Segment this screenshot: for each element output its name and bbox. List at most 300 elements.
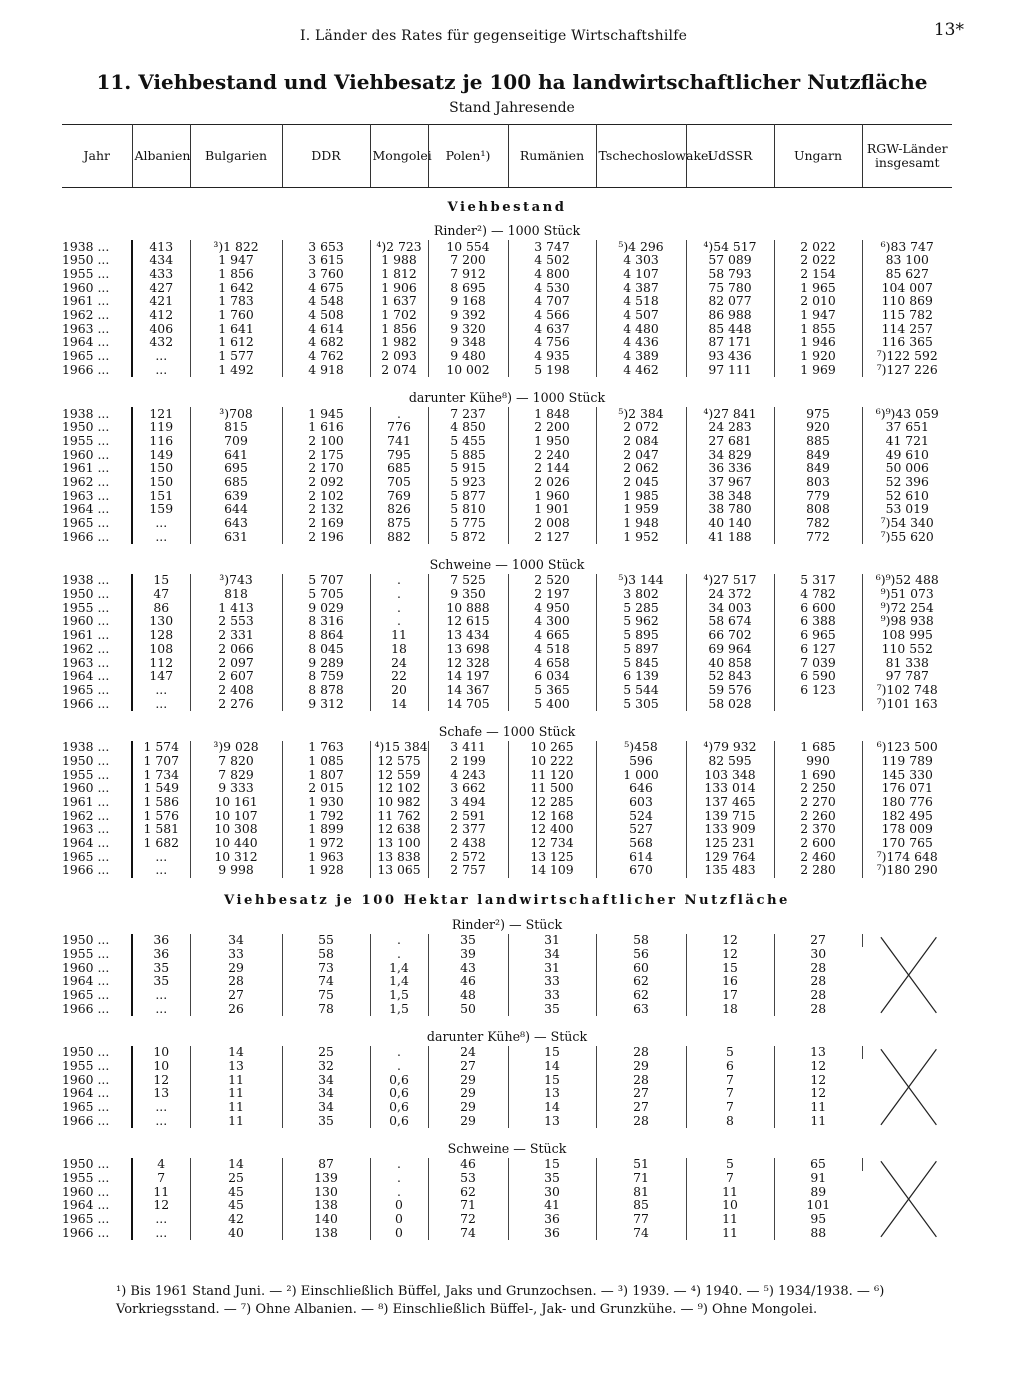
value-cell: 25 xyxy=(282,1046,370,1060)
value-cell: 138 xyxy=(282,1199,370,1213)
value-cell: 2 408 xyxy=(190,683,282,697)
value-cell: 776 xyxy=(370,421,428,435)
value-cell: ... xyxy=(132,516,190,530)
value-cell: 129 764 xyxy=(686,850,774,864)
value-cell: 2 062 xyxy=(596,462,686,476)
value-cell: 769 xyxy=(370,489,428,503)
value-cell: ⁶)⁹)43 059 xyxy=(875,405,939,421)
value-cell: 58 xyxy=(596,934,686,948)
value-cell: 34 829 xyxy=(686,448,774,462)
value-cell: 86 xyxy=(132,601,190,615)
value-cell: 1 616 xyxy=(282,421,370,435)
value-cell: 646 xyxy=(596,782,686,796)
value-cell: 18 xyxy=(370,642,428,656)
value-cell: 639 xyxy=(190,489,282,503)
value-cell: 6 034 xyxy=(508,670,596,684)
value-cell: 6 xyxy=(686,1059,774,1073)
value-cell: 72 xyxy=(428,1213,508,1227)
value-cell: 81 338 xyxy=(885,654,929,670)
value-cell: 48 xyxy=(428,988,508,1002)
value-cell: ⁴)54 517 xyxy=(686,240,774,254)
value-cell: 2 460 xyxy=(774,850,862,864)
column-header-tschechoslowakei: Tschechoslowakei xyxy=(596,125,686,188)
value-cell: 9 998 xyxy=(190,864,282,878)
value-cell: 5 962 xyxy=(596,615,686,629)
value-cell: 2 047 xyxy=(596,448,686,462)
value-cell: 176 071 xyxy=(881,780,933,796)
value-cell: 1 928 xyxy=(282,864,370,878)
value-cell: ⁷)122 592 xyxy=(876,348,938,364)
value-cell: 115 782 xyxy=(881,307,933,323)
livestock-table xyxy=(62,124,952,1240)
value-cell: 4 507 xyxy=(596,308,686,322)
value-cell: 60 xyxy=(596,961,686,975)
value-cell: 12 559 xyxy=(370,768,428,782)
value-cell: 1 492 xyxy=(190,363,282,377)
value-cell: 5 317 xyxy=(774,574,862,588)
value-cell: 86 988 xyxy=(686,308,774,322)
value-cell: 4 518 xyxy=(596,295,686,309)
value-cell: 1 702 xyxy=(370,308,428,322)
value-cell: 40 858 xyxy=(686,656,774,670)
value-cell: 10 222 xyxy=(508,754,596,768)
value-cell: 2 438 xyxy=(428,836,508,850)
value-cell: 24 372 xyxy=(686,587,774,601)
year-cell: 1963 ... xyxy=(62,656,132,670)
value-cell: 2 175 xyxy=(282,448,370,462)
year-cell: 1950 ... xyxy=(62,754,132,768)
value-cell: 795 xyxy=(370,448,428,462)
value-cell: 5 872 xyxy=(428,530,508,544)
column-header-albanien: Albanien xyxy=(132,125,190,188)
value-cell: 1 783 xyxy=(190,295,282,309)
value-cell: 1 906 xyxy=(370,281,428,295)
value-cell: 46 xyxy=(428,1158,508,1172)
value-cell: ³)1 822 xyxy=(190,240,282,254)
footnotes: ¹) Bis 1961 Stand Juni. — ²) Einschließlich Büffel, Jaks und Grunzochsen. — ³) 1939. — ⁴) 1940. — ⁵) 1934/1938. — ⁶) Vorkriegsstand. — ⁷) Ohne Albanien. — ⁸) Einschließlich Büffel-, Jak- und Grunzkühe. — ⁹) Ohne Mongolei. xyxy=(116,1284,885,1317)
column-header-ddr: DDR xyxy=(282,125,370,188)
value-cell: . xyxy=(370,574,428,588)
value-cell: 2 607 xyxy=(190,670,282,684)
value-cell: 29 xyxy=(428,1100,508,1114)
value-cell: 14 xyxy=(508,1100,596,1114)
value-cell: 62 xyxy=(428,1185,508,1199)
value-cell: 1 734 xyxy=(132,768,190,782)
value-cell: 112 xyxy=(132,656,190,670)
value-cell: 5 285 xyxy=(596,601,686,615)
value-cell: 1 856 xyxy=(370,322,428,336)
column-header-jahr: Jahr xyxy=(62,125,132,188)
value-cell: 885 xyxy=(774,434,862,448)
value-cell: 741 xyxy=(370,434,428,448)
value-cell: 4 518 xyxy=(508,642,596,656)
value-cell: 97 111 xyxy=(686,363,774,377)
value-cell: 685 xyxy=(190,475,282,489)
value-cell: 12 xyxy=(810,1057,827,1073)
value-cell: 116 xyxy=(132,434,190,448)
year-cell: 1964 ... xyxy=(62,336,132,350)
value-cell: 34 xyxy=(190,934,282,948)
value-cell: 1 950 xyxy=(508,434,596,448)
value-cell: 58 028 xyxy=(686,697,774,711)
value-cell: 9 029 xyxy=(282,601,370,615)
value-cell: 74 xyxy=(282,975,370,989)
value-cell: 43 xyxy=(428,961,508,975)
value-cell: 24 xyxy=(428,1046,508,1060)
column-header-polen: Polen¹) xyxy=(428,125,508,188)
value-cell: 35 xyxy=(508,1171,596,1185)
value-cell: 13 100 xyxy=(370,836,428,850)
value-cell: 6 388 xyxy=(774,615,862,629)
value-cell: 10 xyxy=(132,1059,190,1073)
value-cell: 28 xyxy=(810,986,827,1002)
value-cell: 2 008 xyxy=(508,516,596,530)
value-cell: 34 xyxy=(282,1087,370,1101)
value-cell: . xyxy=(370,947,428,961)
value-cell: 596 xyxy=(596,754,686,768)
table-row xyxy=(62,530,952,544)
value-cell: 33 xyxy=(508,988,596,1002)
year-cell: 1950 ... xyxy=(62,1046,132,1060)
value-cell: 77 xyxy=(596,1213,686,1227)
value-cell: 35 xyxy=(508,1002,596,1016)
value-cell: 2 370 xyxy=(774,823,862,837)
value-cell: 6 127 xyxy=(774,642,862,656)
value-cell: 1 807 xyxy=(282,768,370,782)
value-cell: 4 508 xyxy=(282,308,370,322)
value-cell: 7 200 xyxy=(428,254,508,268)
value-cell: 85 627 xyxy=(885,266,929,282)
not-applicable-cross xyxy=(862,1046,952,1128)
value-cell: 4 530 xyxy=(508,281,596,295)
value-cell: 1,4 xyxy=(370,975,428,989)
value-cell: 9 392 xyxy=(428,308,508,322)
value-cell: 2 200 xyxy=(508,421,596,435)
value-cell: ⁶)83 747 xyxy=(880,238,934,254)
value-cell: 1 641 xyxy=(190,322,282,336)
value-cell: 2 199 xyxy=(428,754,508,768)
value-cell: 37 967 xyxy=(686,475,774,489)
value-cell: 119 xyxy=(132,421,190,435)
value-cell: 1 586 xyxy=(132,795,190,809)
value-cell: 4 762 xyxy=(282,350,370,364)
value-cell: 2 331 xyxy=(190,629,282,643)
value-cell: ... xyxy=(132,988,190,1002)
value-cell: 2 240 xyxy=(508,448,596,462)
table-row xyxy=(62,795,952,809)
value-cell: 1 947 xyxy=(774,308,862,322)
value-cell: ⁴)27 517 xyxy=(686,574,774,588)
value-cell: 13 xyxy=(132,1087,190,1101)
value-cell: 180 776 xyxy=(881,794,933,810)
value-cell: 66 702 xyxy=(686,629,774,643)
value-cell: 9 320 xyxy=(428,322,508,336)
value-cell: 3 802 xyxy=(596,587,686,601)
value-cell: 24 283 xyxy=(686,421,774,435)
value-cell: 421 xyxy=(132,295,190,309)
value-cell: 128 xyxy=(132,629,190,643)
value-cell: ⁶)⁹)52 488 xyxy=(875,572,939,588)
value-cell: . xyxy=(370,1158,428,1172)
value-cell: 0,6 xyxy=(370,1073,428,1087)
value-cell: 1 581 xyxy=(132,823,190,837)
value-cell: . xyxy=(370,587,428,601)
value-cell: 2 377 xyxy=(428,823,508,837)
value-cell: ⁴)15 384 xyxy=(370,741,428,755)
year-cell: 1962 ... xyxy=(62,308,132,322)
section-heading-viehbesatz: Viehbesatz je 100 Hektar landwirtschaftlicher Nutzfläche xyxy=(224,892,790,908)
value-cell: 63 xyxy=(596,1002,686,1016)
value-cell: ⁴)27 841 xyxy=(686,407,774,421)
value-cell: 14 705 xyxy=(428,697,508,711)
value-cell: 412 xyxy=(132,308,190,322)
value-cell: 11 xyxy=(686,1213,774,1227)
value-cell: 1 985 xyxy=(596,489,686,503)
value-cell: 631 xyxy=(190,530,282,544)
value-cell: 1 413 xyxy=(190,601,282,615)
year-cell: 1965 ... xyxy=(62,683,132,697)
value-cell: 34 xyxy=(508,947,596,961)
value-cell: 25 xyxy=(190,1171,282,1185)
value-cell: ³)708 xyxy=(190,407,282,421)
value-cell: 1 988 xyxy=(370,254,428,268)
year-cell: 1960 ... xyxy=(62,961,132,975)
value-cell: 108 xyxy=(132,642,190,656)
value-cell: 12 xyxy=(810,1085,827,1101)
value-cell: 4 850 xyxy=(428,421,508,435)
value-cell: 110 552 xyxy=(881,640,933,656)
value-cell: 1 682 xyxy=(132,836,190,850)
value-cell: 133 909 xyxy=(686,823,774,837)
value-cell: 4 707 xyxy=(508,295,596,309)
value-cell: 52 610 xyxy=(885,487,929,503)
value-cell: 670 xyxy=(596,864,686,878)
running-title: I. Länder des Rates für gegenseitige Wirtschaftshilfe xyxy=(300,28,688,44)
value-cell: 7 xyxy=(686,1087,774,1101)
not-applicable-cross xyxy=(862,934,952,1016)
column-header-mongolei: Mongolei xyxy=(370,125,428,188)
value-cell: 11 xyxy=(810,1099,827,1115)
value-cell: 29 xyxy=(428,1114,508,1128)
year-cell: 1966 ... xyxy=(62,864,132,878)
value-cell: 1 856 xyxy=(190,267,282,281)
value-cell: 28 xyxy=(810,1000,827,1016)
value-cell: 30 xyxy=(810,945,827,961)
value-cell: 849 xyxy=(774,448,862,462)
value-cell: 11 xyxy=(132,1185,190,1199)
value-cell: 40 140 xyxy=(686,516,774,530)
value-cell: 0 xyxy=(370,1226,428,1240)
value-cell: 695 xyxy=(190,462,282,476)
value-cell: 9 480 xyxy=(428,350,508,364)
value-cell: 149 xyxy=(132,448,190,462)
section-heading-viehbestand: Viehbestand xyxy=(447,200,567,216)
section-heading-besatz-1: darunter Kühe⁸) — Stück xyxy=(426,1028,588,1044)
value-cell: 5 455 xyxy=(428,434,508,448)
value-cell: 12 168 xyxy=(508,809,596,823)
value-cell: 10 888 xyxy=(428,601,508,615)
value-cell: 7 829 xyxy=(190,768,282,782)
value-cell: ... xyxy=(132,530,190,544)
value-cell: ... xyxy=(132,1002,190,1016)
value-cell: ⁷)55 620 xyxy=(880,528,934,544)
year-cell: 1950 ... xyxy=(62,1158,132,1172)
value-cell: 685 xyxy=(370,462,428,476)
value-cell: 5 845 xyxy=(596,656,686,670)
value-cell: 14 197 xyxy=(428,670,508,684)
value-cell: 4 436 xyxy=(596,336,686,350)
year-cell: 1965 ... xyxy=(62,1100,132,1114)
value-cell: 3 760 xyxy=(282,267,370,281)
value-cell: 12 285 xyxy=(508,795,596,809)
value-cell: 74 xyxy=(596,1226,686,1240)
value-cell: 40 xyxy=(190,1226,282,1240)
value-cell: 82 595 xyxy=(686,754,774,768)
value-cell: 5 xyxy=(686,1046,774,1060)
value-cell: ³)9 028 xyxy=(190,741,282,755)
value-cell: ⁴)2 723 xyxy=(370,240,428,254)
year-cell: 1955 ... xyxy=(62,1171,132,1185)
year-cell: 1950 ... xyxy=(62,934,132,948)
value-cell: 427 xyxy=(132,281,190,295)
year-cell: 1965 ... xyxy=(62,850,132,864)
value-cell: 808 xyxy=(774,503,862,517)
value-cell: 434 xyxy=(132,254,190,268)
value-cell: 826 xyxy=(370,503,428,517)
value-cell: 1 577 xyxy=(190,350,282,364)
value-cell: 1 685 xyxy=(774,741,862,755)
value-cell: 1 945 xyxy=(282,407,370,421)
value-cell: 920 xyxy=(774,421,862,435)
value-cell: 4 502 xyxy=(508,254,596,268)
value-cell: . xyxy=(370,601,428,615)
value-cell: 10 440 xyxy=(190,836,282,850)
year-cell: 1960 ... xyxy=(62,1185,132,1199)
table-row xyxy=(62,434,952,448)
value-cell: 4 243 xyxy=(428,768,508,782)
value-cell: 52 843 xyxy=(686,670,774,684)
value-cell: 6 600 xyxy=(774,601,862,615)
year-cell: 1965 ... xyxy=(62,516,132,530)
value-cell: 14 xyxy=(190,1046,282,1060)
value-cell: 5 705 xyxy=(282,587,370,601)
value-cell: 4 303 xyxy=(596,254,686,268)
value-cell: 39 xyxy=(428,947,508,961)
value-cell: 5 810 xyxy=(428,503,508,517)
value-cell: 815 xyxy=(190,421,282,435)
value-cell: 28 xyxy=(810,973,827,989)
value-cell: ⁶)123 500 xyxy=(876,739,938,755)
value-cell: 2 144 xyxy=(508,462,596,476)
value-cell: 24 xyxy=(370,656,428,670)
year-cell: 1955 ... xyxy=(62,601,132,615)
value-cell: 4 782 xyxy=(774,587,862,601)
value-cell: 12 734 xyxy=(508,836,596,850)
value-cell: ⁹)72 254 xyxy=(880,599,934,615)
value-cell: 33 xyxy=(508,975,596,989)
value-cell: 2 132 xyxy=(282,503,370,517)
value-cell: 56 xyxy=(596,947,686,961)
value-cell: ... xyxy=(132,1114,190,1128)
value-cell: 121 xyxy=(132,407,190,421)
value-cell: 6 123 xyxy=(774,683,862,697)
year-cell: 1966 ... xyxy=(62,530,132,544)
value-cell: 7 912 xyxy=(428,267,508,281)
value-cell: 1 612 xyxy=(190,336,282,350)
table-row xyxy=(62,754,952,768)
value-cell: 1 690 xyxy=(774,768,862,782)
value-cell: 11 xyxy=(810,1112,827,1128)
value-cell: 145 330 xyxy=(881,766,933,782)
value-cell: 2 015 xyxy=(282,782,370,796)
value-cell: 644 xyxy=(190,503,282,517)
value-cell: 1 855 xyxy=(774,322,862,336)
value-cell: 73 xyxy=(282,961,370,975)
value-cell: 14 367 xyxy=(428,683,508,697)
value-cell: 0,6 xyxy=(370,1100,428,1114)
year-cell: 1962 ... xyxy=(62,475,132,489)
year-cell: 1964 ... xyxy=(62,975,132,989)
value-cell: 130 xyxy=(132,615,190,629)
value-cell: 5 885 xyxy=(428,448,508,462)
value-cell: 17 xyxy=(686,988,774,1002)
value-cell: 1 085 xyxy=(282,754,370,768)
value-cell: 41 721 xyxy=(885,432,929,448)
year-cell: 1938 ... xyxy=(62,240,132,254)
value-cell: 7 820 xyxy=(190,754,282,768)
year-cell: 1950 ... xyxy=(62,587,132,601)
value-cell: 5 877 xyxy=(428,489,508,503)
value-cell: 13 xyxy=(190,1059,282,1073)
year-cell: 1955 ... xyxy=(62,768,132,782)
value-cell: ... xyxy=(132,1226,190,1240)
value-cell: 2 600 xyxy=(774,836,862,850)
value-cell: 4 637 xyxy=(508,322,596,336)
value-cell: 5 198 xyxy=(508,363,596,377)
value-cell: 95 xyxy=(810,1211,827,1227)
year-cell: 1938 ... xyxy=(62,407,132,421)
value-cell: 1 952 xyxy=(596,530,686,544)
value-cell: 85 xyxy=(596,1199,686,1213)
value-cell: 1 000 xyxy=(596,768,686,782)
value-cell: 28 xyxy=(596,1073,686,1087)
table-row xyxy=(62,1059,952,1073)
value-cell: 1 947 xyxy=(190,254,282,268)
value-cell: 11 xyxy=(190,1100,282,1114)
value-cell: 28 xyxy=(596,1114,686,1128)
value-cell: 4 950 xyxy=(508,601,596,615)
value-cell: 432 xyxy=(132,336,190,350)
value-cell: 59 576 xyxy=(686,683,774,697)
value-cell: 35 xyxy=(428,934,508,948)
value-cell: 11 500 xyxy=(508,782,596,796)
year-cell: 1964 ... xyxy=(62,1199,132,1213)
value-cell: 2 276 xyxy=(190,697,282,711)
value-cell: 2 250 xyxy=(774,782,862,796)
value-cell: ... xyxy=(132,683,190,697)
value-cell: 53 019 xyxy=(885,501,929,517)
value-cell: 74 xyxy=(428,1226,508,1240)
value-cell: 5 xyxy=(686,1158,774,1172)
section-heading-bestand-0: Rinder²) — 1000 Stück xyxy=(433,223,581,239)
value-cell: 12 400 xyxy=(508,823,596,837)
value-cell: ... xyxy=(132,850,190,864)
year-cell: 1962 ... xyxy=(62,809,132,823)
value-cell: 11 xyxy=(370,629,428,643)
value-cell: 15 xyxy=(686,961,774,975)
year-cell: 1950 ... xyxy=(62,421,132,435)
value-cell: 413 xyxy=(132,240,190,254)
